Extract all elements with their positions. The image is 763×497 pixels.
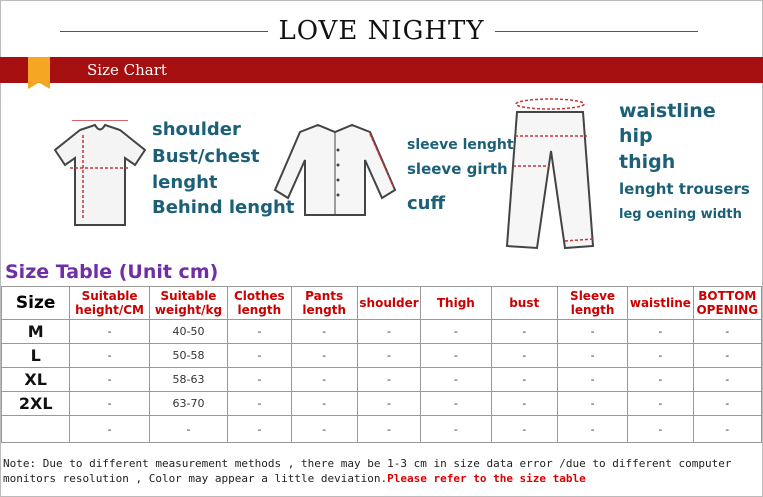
header-cell: BOTTOM OPENING xyxy=(693,287,761,320)
table-cell: - xyxy=(228,344,291,368)
size-cell: L xyxy=(2,344,70,368)
table-cell: - xyxy=(557,416,627,443)
table-cell: - xyxy=(421,416,491,443)
table-row xyxy=(2,416,762,443)
banner-title: Size Chart xyxy=(87,61,167,79)
table-row xyxy=(2,392,762,416)
table-cell: - xyxy=(557,344,627,368)
table-cell: - xyxy=(291,320,357,344)
header-cell: Size xyxy=(2,287,70,320)
table-cell: - xyxy=(693,368,761,392)
note-emphasis: Please refer to the size table xyxy=(387,472,586,485)
label-length-trousers: lenght trousers xyxy=(619,180,750,198)
table-row xyxy=(2,344,762,368)
table-cell: - xyxy=(628,344,693,368)
label-sleeve-girth: sleeve girth xyxy=(407,160,508,178)
brand-title xyxy=(0,16,763,46)
table-cell: - xyxy=(70,368,149,392)
table-cell: - xyxy=(228,392,291,416)
table-cell: - xyxy=(421,344,491,368)
size-cell: M xyxy=(2,320,70,344)
header-cell: Thigh xyxy=(421,287,491,320)
table-cell: - xyxy=(291,344,357,368)
size-table-title: Size Table (Unit cm) xyxy=(5,261,219,283)
label-length: lenght xyxy=(152,172,218,193)
label-behind-length: Behind lenght xyxy=(152,197,295,218)
note-text: Note: Due to different measurement methods , there may be 1-3 cm in size data error /due to different computer monitors resolution , Color may appear a little deviation. xyxy=(3,457,732,485)
shirt-icon xyxy=(270,120,400,220)
table-cell: - xyxy=(628,392,693,416)
header-cell: bust xyxy=(491,287,557,320)
header-cell: Pants length xyxy=(291,287,357,320)
table-cell: - xyxy=(70,416,149,443)
label-waistline: waistline xyxy=(619,100,716,122)
table-header-row xyxy=(2,287,762,320)
label-cuff: cuff xyxy=(407,193,446,214)
table-cell: - xyxy=(291,416,357,443)
size-table xyxy=(1,286,762,443)
brand-title-text: LOVE NIGHTY xyxy=(268,16,494,46)
header-cell: waistline xyxy=(628,287,693,320)
table-cell: - xyxy=(228,368,291,392)
header-cell: shoulder xyxy=(357,287,420,320)
table-cell: 63-70 xyxy=(149,392,227,416)
label-shoulder: shoulder xyxy=(152,119,241,140)
table-cell: - xyxy=(70,320,149,344)
table-cell: - xyxy=(693,344,761,368)
tshirt-icon xyxy=(50,120,150,230)
table-cell: - xyxy=(228,320,291,344)
table-cell: - xyxy=(357,416,420,443)
table-cell: - xyxy=(421,320,491,344)
table-cell: - xyxy=(491,320,557,344)
table-cell: - xyxy=(357,320,420,344)
table-cell: - xyxy=(557,320,627,344)
label-thigh: thigh xyxy=(619,151,676,173)
table-cell: - xyxy=(421,392,491,416)
header-cell: Suitable weight/kg xyxy=(149,287,227,320)
table-cell: - xyxy=(628,416,693,443)
table-cell: - xyxy=(149,416,227,443)
table-row xyxy=(2,320,762,344)
table-cell: - xyxy=(628,320,693,344)
table-cell: 58-63 xyxy=(149,368,227,392)
label-bust: Bust/chest xyxy=(152,146,260,167)
table-cell: - xyxy=(421,368,491,392)
label-sleeve-length: sleeve lenght xyxy=(407,137,514,153)
table-cell: - xyxy=(491,416,557,443)
table-cell: - xyxy=(357,392,420,416)
table-cell: - xyxy=(291,368,357,392)
table-cell: - xyxy=(491,392,557,416)
table-row xyxy=(2,368,762,392)
table-cell: - xyxy=(557,368,627,392)
header-cell: Sleeve length xyxy=(557,287,627,320)
table-cell: 40-50 xyxy=(149,320,227,344)
label-leg-opening-width: leg oening width xyxy=(619,207,742,222)
table-cell: - xyxy=(491,368,557,392)
size-cell xyxy=(2,416,70,443)
pants-icon xyxy=(495,96,605,251)
header-cell: Suitable height/CM xyxy=(70,287,149,320)
size-cell: XL xyxy=(2,368,70,392)
table-cell: - xyxy=(357,368,420,392)
brand-header xyxy=(0,8,763,48)
measurement-illustration xyxy=(0,90,763,256)
table-cell: - xyxy=(70,392,149,416)
header-cell: Clothes length xyxy=(228,287,291,320)
table-cell: - xyxy=(693,320,761,344)
size-cell: 2XL xyxy=(2,392,70,416)
table-cell: - xyxy=(228,416,291,443)
table-cell: - xyxy=(693,392,761,416)
table-cell: - xyxy=(557,392,627,416)
table-cell: - xyxy=(357,344,420,368)
label-hip: hip xyxy=(619,125,653,147)
table-cell: - xyxy=(693,416,761,443)
table-cell: - xyxy=(628,368,693,392)
size-note xyxy=(3,456,760,486)
table-cell: 50-58 xyxy=(149,344,227,368)
table-cell: - xyxy=(491,344,557,368)
table-cell: - xyxy=(70,344,149,368)
table-cell: - xyxy=(291,392,357,416)
